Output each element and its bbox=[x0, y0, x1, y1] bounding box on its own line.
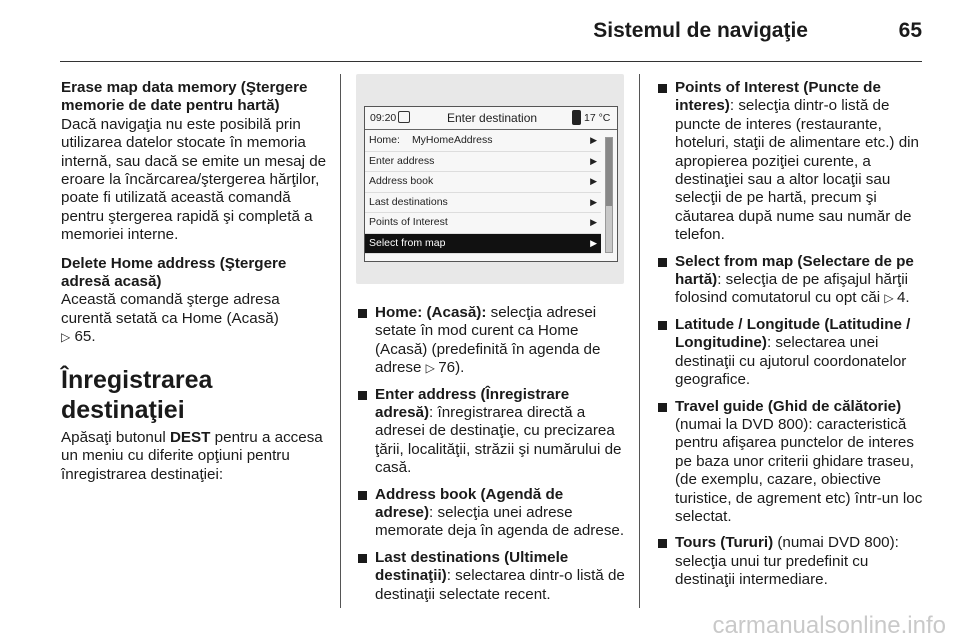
intro-text bbox=[61, 429, 329, 484]
delete-text-body: Această comandă şterge adresa curentă setată ca Home (Acasă) bbox=[61, 291, 280, 327]
bullet-square-icon bbox=[358, 391, 367, 400]
page-ref-icon: ▷ bbox=[61, 330, 71, 345]
bullet-square-icon bbox=[658, 403, 667, 412]
bullet-square-icon bbox=[658, 321, 667, 330]
column-right bbox=[657, 79, 927, 598]
bullet-square-icon bbox=[658, 258, 667, 267]
item-title: Home: (Acasă): bbox=[375, 304, 487, 321]
page-number: 65 bbox=[898, 19, 922, 42]
menu-item-home[interactable] bbox=[365, 131, 601, 152]
intro-post: pentru a accesa un meniu cu diferite opţiuni pentru înregistrarea destinaţiei: bbox=[61, 428, 323, 483]
item-ref: 76). bbox=[438, 359, 465, 377]
page-header-title: Sistemul de navigaţie bbox=[593, 19, 808, 42]
item-text: : selecţia de pe afişajul hărţii folosind comutatorul cu opt căi bbox=[675, 271, 908, 307]
list-item bbox=[657, 534, 927, 589]
scrollbar-thumb[interactable] bbox=[606, 138, 612, 206]
item-text: : selectarea unei destinaţii cu ajutorul coordonatelor geografice. bbox=[675, 334, 907, 389]
display-status-bar bbox=[365, 107, 617, 130]
item-text: (numai DVD 800): selecţia unui tur predefinit cu destinaţii intermediare. bbox=[675, 534, 899, 589]
item-title: Points of Interest (Puncte de interes) bbox=[675, 79, 881, 115]
delete-heading: Delete Home address (Ştergere adresă acasă) bbox=[61, 254, 287, 291]
home-label: Home: bbox=[369, 134, 400, 146]
menu-item-label: Enter address bbox=[369, 154, 435, 167]
item-text: selecţia adresei setate în mod curent ca Home (Acasă) (predefinită în agenda de adrese bbox=[375, 304, 601, 377]
arrow-right-icon: ▶ bbox=[590, 135, 597, 145]
item-title: Enter address (Înregistrare adresă) bbox=[375, 385, 570, 422]
item-text: : selecţia unei adrese memorate deja în agenda de adrese. bbox=[375, 504, 625, 540]
column-divider-right bbox=[639, 74, 640, 608]
bullet-square-icon bbox=[358, 309, 367, 318]
column-left bbox=[61, 79, 329, 484]
item-text: : selecţia dintr-o listă de puncte de interes (restaurante, hoteluri, staţii de alimentare etc.) din apropierea poziţiei curente, a destinaţiei sau a altor locaţii sau selecţii de pe hartă, precum şi căutarea după nume sau număr de telefon. bbox=[675, 97, 919, 244]
item-ref: 4. bbox=[896, 289, 910, 307]
destination-menu bbox=[365, 131, 601, 254]
bullet-square-icon bbox=[658, 539, 667, 548]
header-divider bbox=[60, 61, 922, 62]
menu-item-address-book[interactable] bbox=[365, 172, 601, 193]
menu-item-label: Address book bbox=[369, 175, 434, 187]
item-text: : selectarea dintr-o listă de destinaţii selectate recent. bbox=[375, 567, 625, 603]
home-value: MyHomeAddress bbox=[411, 134, 493, 146]
phone-icon bbox=[572, 110, 581, 125]
erase-text: Dacă navigaţia nu este posibilă prin utilizarea datelor stocate în memoria internă, sau dacă se emite un mesaj de eroare la încărcarea/ştergerea hărţilor, poate fi utilizată această comandă pentru ştergerea rapidă şi completă a memoriei interne. bbox=[61, 115, 327, 244]
item-title: Latitude / Longitude (Latitudine / Longitudine) bbox=[675, 315, 911, 352]
dest-button-label: DEST bbox=[169, 428, 211, 446]
column-middle bbox=[357, 304, 625, 612]
display-screenshot bbox=[356, 74, 624, 284]
item-text: : înregistrarea directă a adresei de destinaţie, cu precizarea ţării, localităţii, străzii şi numărului de casă. bbox=[375, 404, 622, 477]
list-item bbox=[357, 549, 625, 604]
navigation-icon bbox=[398, 111, 410, 123]
page-ref-icon: ▷ bbox=[425, 361, 439, 376]
display-time: 09:20 bbox=[370, 112, 397, 124]
item-text: (numai la DVD 800): caracteristică pentru afişarea punctelor de interes pe baza unor criterii ghidare traseu, (de exemplu, cazare, obiective turistice, de agrement etc) într-un loc selectat. bbox=[675, 415, 923, 525]
arrow-right-icon: ▶ bbox=[590, 237, 597, 248]
list-item bbox=[657, 316, 927, 390]
list-item bbox=[357, 486, 625, 541]
page-ref-icon: ▷ bbox=[884, 291, 897, 306]
bullet-square-icon bbox=[658, 84, 667, 93]
bullet-square-icon bbox=[358, 554, 367, 563]
section-title: Înregistrarea destinaţiei bbox=[61, 365, 213, 424]
item-title: Travel guide (Ghid de călătorie) bbox=[675, 397, 902, 415]
menu-item-label: Last destinations bbox=[369, 195, 448, 208]
arrow-right-icon: ▶ bbox=[590, 217, 597, 227]
nav-display bbox=[364, 106, 618, 262]
item-title: Tours (Tururi) bbox=[675, 534, 774, 552]
item-title: Last destinations (Ultimele destinaţii) bbox=[375, 548, 569, 585]
list-item bbox=[657, 398, 927, 527]
column-divider-left bbox=[340, 74, 341, 608]
scrollbar[interactable] bbox=[605, 137, 613, 253]
arrow-right-icon: ▶ bbox=[590, 155, 597, 166]
menu-item-enter-address[interactable] bbox=[365, 152, 601, 173]
menu-item-last-destinations[interactable] bbox=[365, 193, 601, 214]
menu-item-points-of-interest[interactable] bbox=[365, 213, 601, 234]
delete-ref: 65. bbox=[74, 328, 96, 346]
item-title: Address book (Agendă de adrese) bbox=[375, 485, 564, 522]
menu-item-select-from-map[interactable] bbox=[365, 234, 601, 255]
list-item bbox=[657, 79, 927, 245]
display-temperature: 17 °C bbox=[584, 112, 611, 124]
menu-item-label: Select from map bbox=[369, 236, 446, 249]
watermark: carmanualsonline.info bbox=[712, 612, 946, 639]
bullet-square-icon bbox=[358, 491, 367, 500]
intro-pre: Apăsaţi butonul bbox=[61, 428, 170, 446]
delete-text bbox=[61, 291, 329, 346]
arrow-right-icon: ▶ bbox=[590, 176, 597, 186]
menu-item-label: Points of Interest bbox=[369, 216, 448, 228]
erase-heading: Erase map data memory (Ştergere memorie de date pentru hartă) bbox=[61, 79, 308, 115]
list-item bbox=[357, 386, 625, 478]
display-title: Enter destination bbox=[447, 111, 538, 125]
item-title: Select from map (Selectare de pe hartă) bbox=[675, 252, 914, 289]
list-item bbox=[657, 253, 927, 308]
arrow-right-icon: ▶ bbox=[590, 196, 597, 207]
list-item bbox=[357, 304, 625, 378]
